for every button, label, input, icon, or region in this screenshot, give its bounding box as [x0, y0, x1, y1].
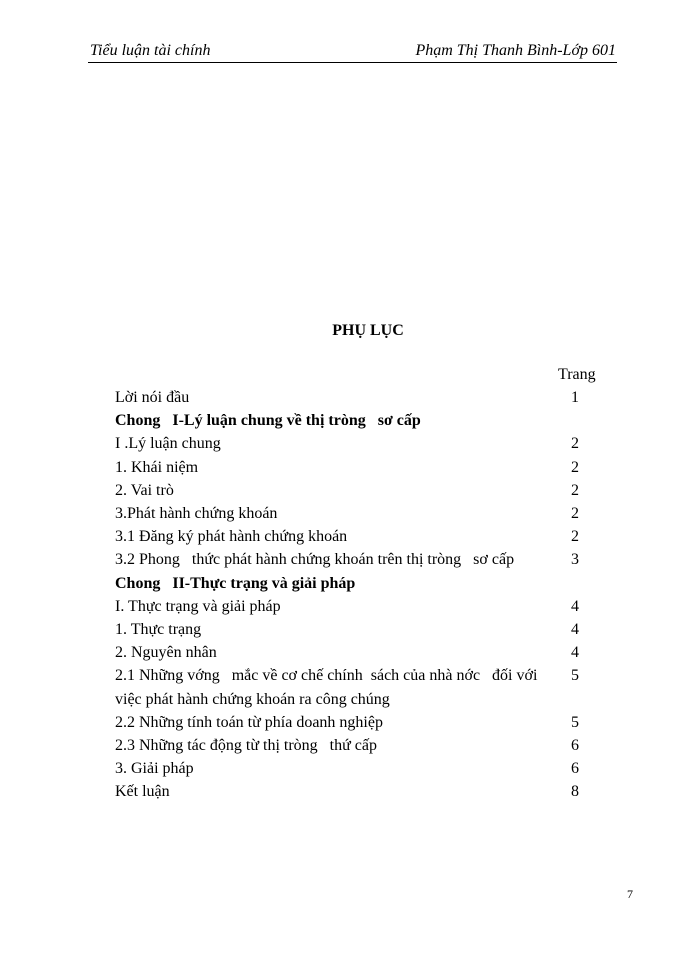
toc-entry-text: I .Lý luận chung: [115, 435, 221, 453]
toc-entry-text: 2.1 Những vớng mắc về cơ chế chính sách của nhà nớc đối với: [115, 667, 538, 685]
toc-entry-text: 2.2 Những tính toán từ phía doanh nghiệp: [115, 713, 383, 731]
toc-entry-text: 1. Thực trạng: [115, 621, 202, 638]
toc-entry-text: I. Thực trạng và giải pháp: [115, 597, 281, 615]
toc-entry-page: 4: [571, 597, 579, 615]
toc-entry-page: 4: [571, 644, 579, 662]
toc-entry-page: 1: [571, 389, 579, 406]
toc-entry: [115, 642, 585, 664]
toc-entry-text: Chong II-Thực trạng và giải pháp: [115, 574, 356, 592]
toc-entry-page: 2: [571, 528, 579, 546]
toc-entry-page: 8: [571, 783, 579, 801]
toc-entry-page: 6: [571, 760, 579, 778]
toc-entry-text: Kết luận: [115, 783, 170, 801]
header-left: Tiểu luận tài chính: [90, 42, 211, 59]
toc-entry-page: 2: [571, 481, 579, 499]
toc-entry: [115, 712, 585, 734]
toc-entry-text: 3. Giải pháp: [115, 760, 194, 778]
toc-entry: [115, 503, 585, 525]
toc-entry-text: 3.1 Đăng ký phát hành chứng khoán: [115, 528, 348, 546]
toc-entry: [115, 549, 585, 571]
toc-entry-text: Lời nói đầu: [115, 389, 190, 406]
toc-entry-page: 5: [571, 713, 579, 731]
toc-entry: [115, 526, 585, 548]
toc-entry: [115, 758, 585, 780]
page-number: 7: [627, 887, 633, 901]
toc-entry: [115, 665, 585, 687]
toc-entry: [115, 480, 585, 502]
toc-entry: [115, 410, 585, 432]
toc-entry-text: 1. Khái niệm: [115, 458, 199, 476]
toc-entry-page: 4: [571, 621, 579, 638]
toc-entry-text: Chong I-Lý luận chung về thị tròng sơ cấp: [115, 412, 421, 430]
page-column-label: Trang: [558, 366, 596, 383]
toc-entry-text: việc phát hành chứng khoán ra công chúng: [115, 690, 390, 708]
toc-entry: [115, 596, 585, 618]
toc-entry-text: 3.2 Phong thức phát hành chứng khoán trên thị tròng sơ cấp: [115, 551, 515, 569]
toc-entry: [115, 781, 585, 803]
toc-entry: [115, 433, 585, 455]
toc-entry-text: 2.3 Những tác động từ thị tròng thứ cấp: [115, 737, 377, 754]
toc-entry: [115, 573, 585, 595]
toc-entry: [115, 735, 585, 757]
toc-entry-page: 2: [571, 435, 579, 453]
toc-entry-page: 2: [571, 505, 579, 522]
toc-entry-page: 6: [571, 737, 579, 754]
toc-entry: [115, 619, 585, 641]
toc-entry: [115, 387, 585, 409]
header-rule: [88, 62, 617, 63]
toc-entry-text: 2. Nguyên nhân: [115, 644, 217, 662]
toc-entry: [115, 689, 585, 711]
toc-entry-page: 2: [571, 458, 579, 476]
toc-entry: [115, 457, 585, 479]
toc-entry-page: 5: [571, 667, 579, 685]
page-title: PHỤ LỤC: [332, 322, 404, 339]
toc-entry-text: 3.Phát hành chứng khoán: [115, 505, 278, 522]
toc-entry-text: 2. Vai trò: [115, 481, 174, 499]
header-right: Phạm Thị Thanh Bình-Lớp 601: [415, 42, 616, 59]
toc-entry-page: 3: [571, 551, 579, 569]
